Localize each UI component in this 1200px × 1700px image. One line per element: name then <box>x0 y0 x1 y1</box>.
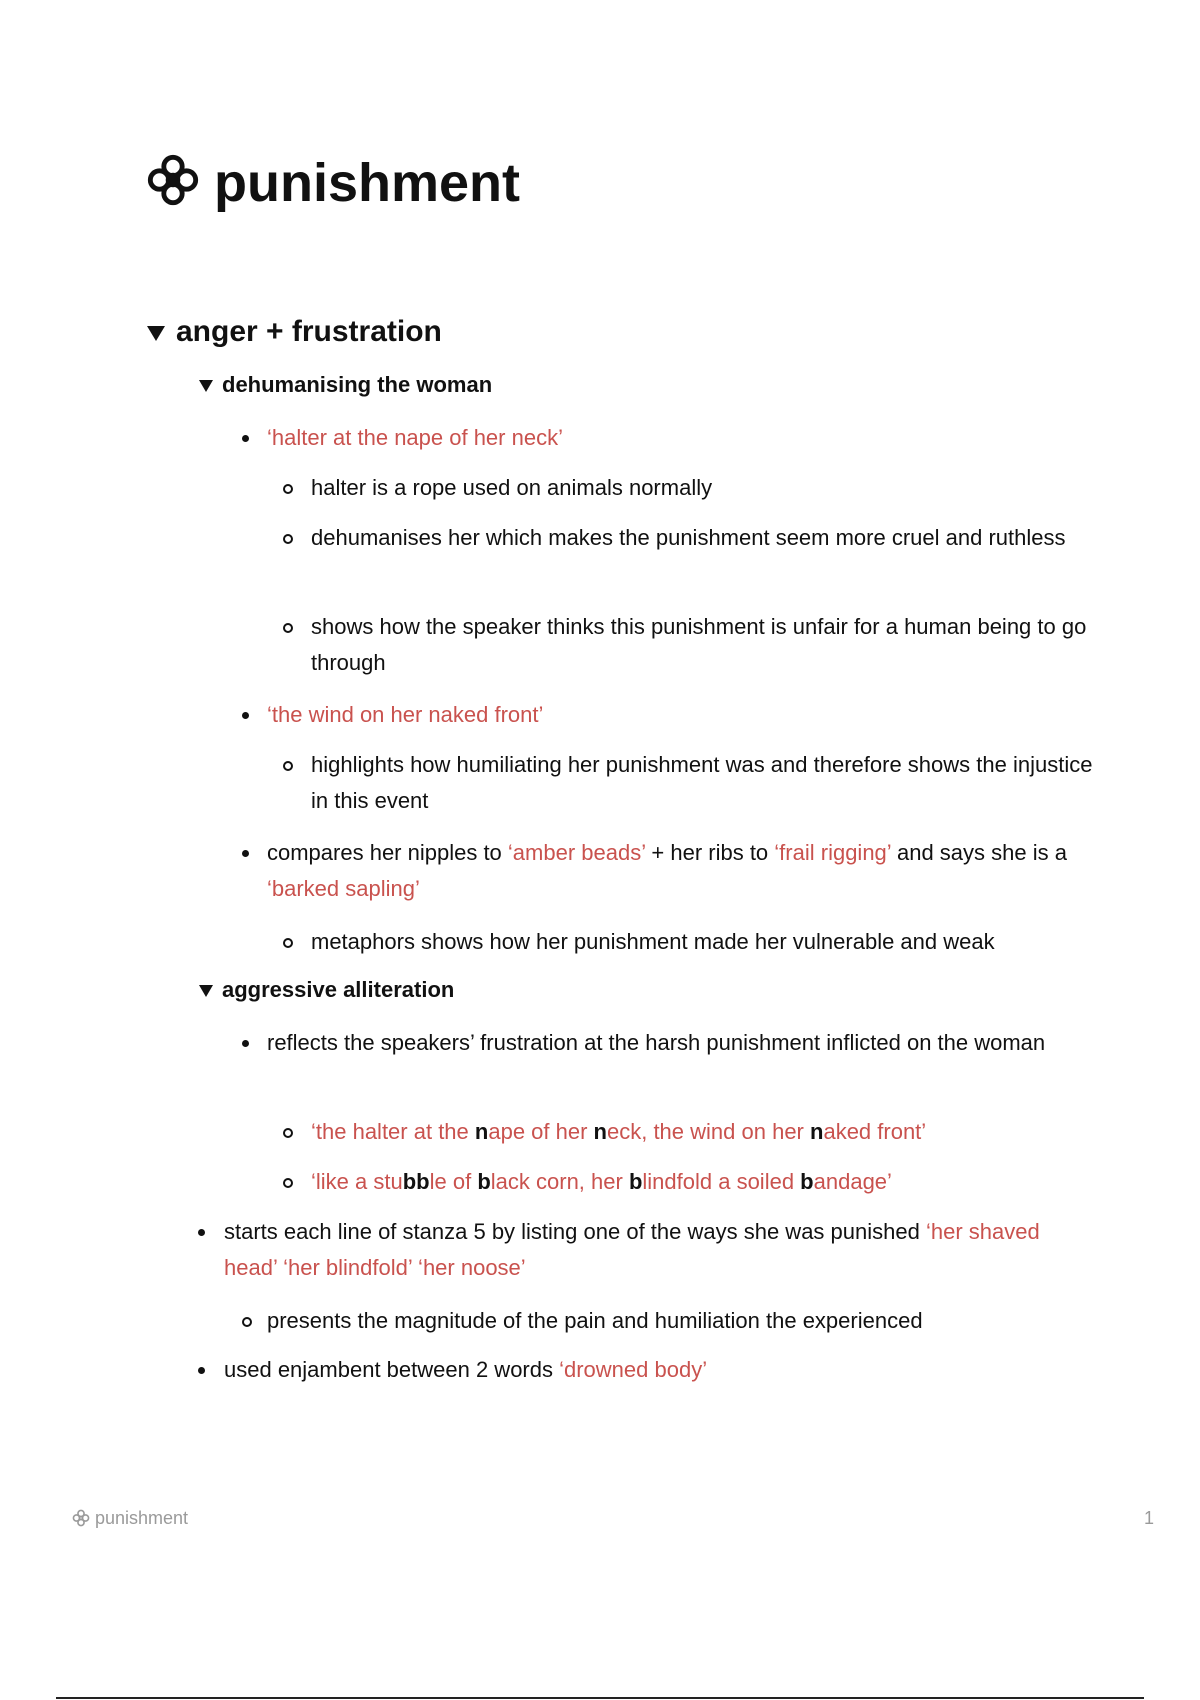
bullet-circle <box>242 1317 252 1327</box>
list-item: highlights how humiliating her punishment was and therefore shows the injustice in this event <box>311 752 1093 813</box>
bullet-circle <box>283 484 293 494</box>
bullet-disc <box>242 850 249 857</box>
list-item-text: + her ribs to <box>645 840 775 865</box>
bullet-disc <box>242 435 249 442</box>
flower-icon <box>146 153 200 207</box>
bullet-circle <box>283 761 293 771</box>
list-item: ‘the wind on her naked front’ <box>267 702 544 727</box>
quote-text: ‘like a stu <box>311 1169 403 1194</box>
alliteration-letter: b <box>477 1169 491 1194</box>
list-item: ‘halter at the nape of her neck’ <box>267 425 563 450</box>
flower-icon <box>72 1509 90 1527</box>
quote-text: ‘frail rigging’ <box>774 840 891 865</box>
list-item: presents the magnitude of the pain and humiliation the experienced <box>267 1308 923 1333</box>
alliteration-letter: n <box>810 1119 824 1144</box>
footer-title <box>72 1506 188 1530</box>
toggle-heading: dehumanising the woman <box>222 372 493 397</box>
quote-text: ‘the halter at the <box>311 1119 475 1144</box>
quote-text: andage’ <box>813 1169 892 1194</box>
toggle-dehumanising[interactable] <box>198 370 492 400</box>
footer-label: punishment <box>95 1508 189 1528</box>
list-item <box>311 1164 1111 1200</box>
page-divider <box>56 1697 1144 1699</box>
quote-text: lack corn, her <box>490 1169 629 1194</box>
alliteration-letter: n <box>593 1119 607 1144</box>
bullet-circle <box>283 623 293 633</box>
alliteration-letter: b <box>628 1169 643 1194</box>
page-title-text: punishment <box>214 153 520 213</box>
page-title <box>146 148 520 218</box>
quote-text: le of <box>429 1169 478 1194</box>
toggle-heading: anger + frustration <box>176 315 442 348</box>
list-item-text: used enjambent between 2 words <box>224 1357 560 1382</box>
bullet-disc <box>242 1040 249 1047</box>
list-item: dehumanises her which makes the punishment seem more cruel and ruthless <box>311 525 1066 550</box>
toggle-triangle-icon[interactable] <box>146 323 166 343</box>
toggle-triangle-icon[interactable] <box>198 378 214 394</box>
alliteration-letter: n <box>474 1119 489 1144</box>
bullet-circle <box>283 534 293 544</box>
quote-text: lindfold a soiled <box>642 1169 801 1194</box>
bullet-disc <box>198 1229 205 1236</box>
list-item-text: compares her nipples to <box>267 840 508 865</box>
quote-text: ‘drowned body’ <box>559 1357 708 1382</box>
toggle-aggressive-alliteration[interactable] <box>198 975 454 1005</box>
bullet-circle <box>283 1128 293 1138</box>
bullet-disc <box>198 1367 205 1374</box>
toggle-anger-frustration[interactable] <box>146 312 442 352</box>
list-item <box>224 1352 1054 1388</box>
bullet-disc <box>242 712 249 719</box>
list-item: shows how the speaker thinks this punishment is unfair for a human being to go through <box>311 614 1087 675</box>
list-item: halter is a rope used on animals normally <box>311 475 713 500</box>
page-number: 1 <box>1144 1508 1155 1528</box>
list-item-text: starts each line of stanza 5 by listing one of the ways she was punished <box>224 1219 926 1244</box>
quote-text: ape of her <box>488 1119 594 1144</box>
list-item <box>311 1114 1111 1150</box>
bullet-circle <box>283 1178 293 1188</box>
toggle-triangle-icon[interactable] <box>198 983 214 999</box>
alliteration-letter: b <box>800 1169 814 1194</box>
toggle-heading: aggressive alliteration <box>222 977 455 1002</box>
list-item-text: and says she is a <box>890 840 1067 865</box>
alliteration-letter: bb <box>402 1169 430 1194</box>
list-item: metaphors shows how her punishment made her vulnerable and weak <box>311 929 995 954</box>
quote-text: aked front’ <box>823 1119 927 1144</box>
list-item <box>267 835 1087 907</box>
quote-text: ‘amber beads’ <box>507 840 646 865</box>
list-item: reflects the speakers’ frustration at the harsh punishment inflicted on the woman <box>267 1030 1046 1055</box>
quote-text: ‘barked sapling’ <box>267 876 420 901</box>
quote-text: eck, the wind on her <box>606 1119 810 1144</box>
bullet-circle <box>283 938 293 948</box>
quote-text: ‘her shaved head’ ‘her blindfold’ ‘her noose’ <box>224 1219 1040 1280</box>
list-item <box>224 1214 1054 1286</box>
